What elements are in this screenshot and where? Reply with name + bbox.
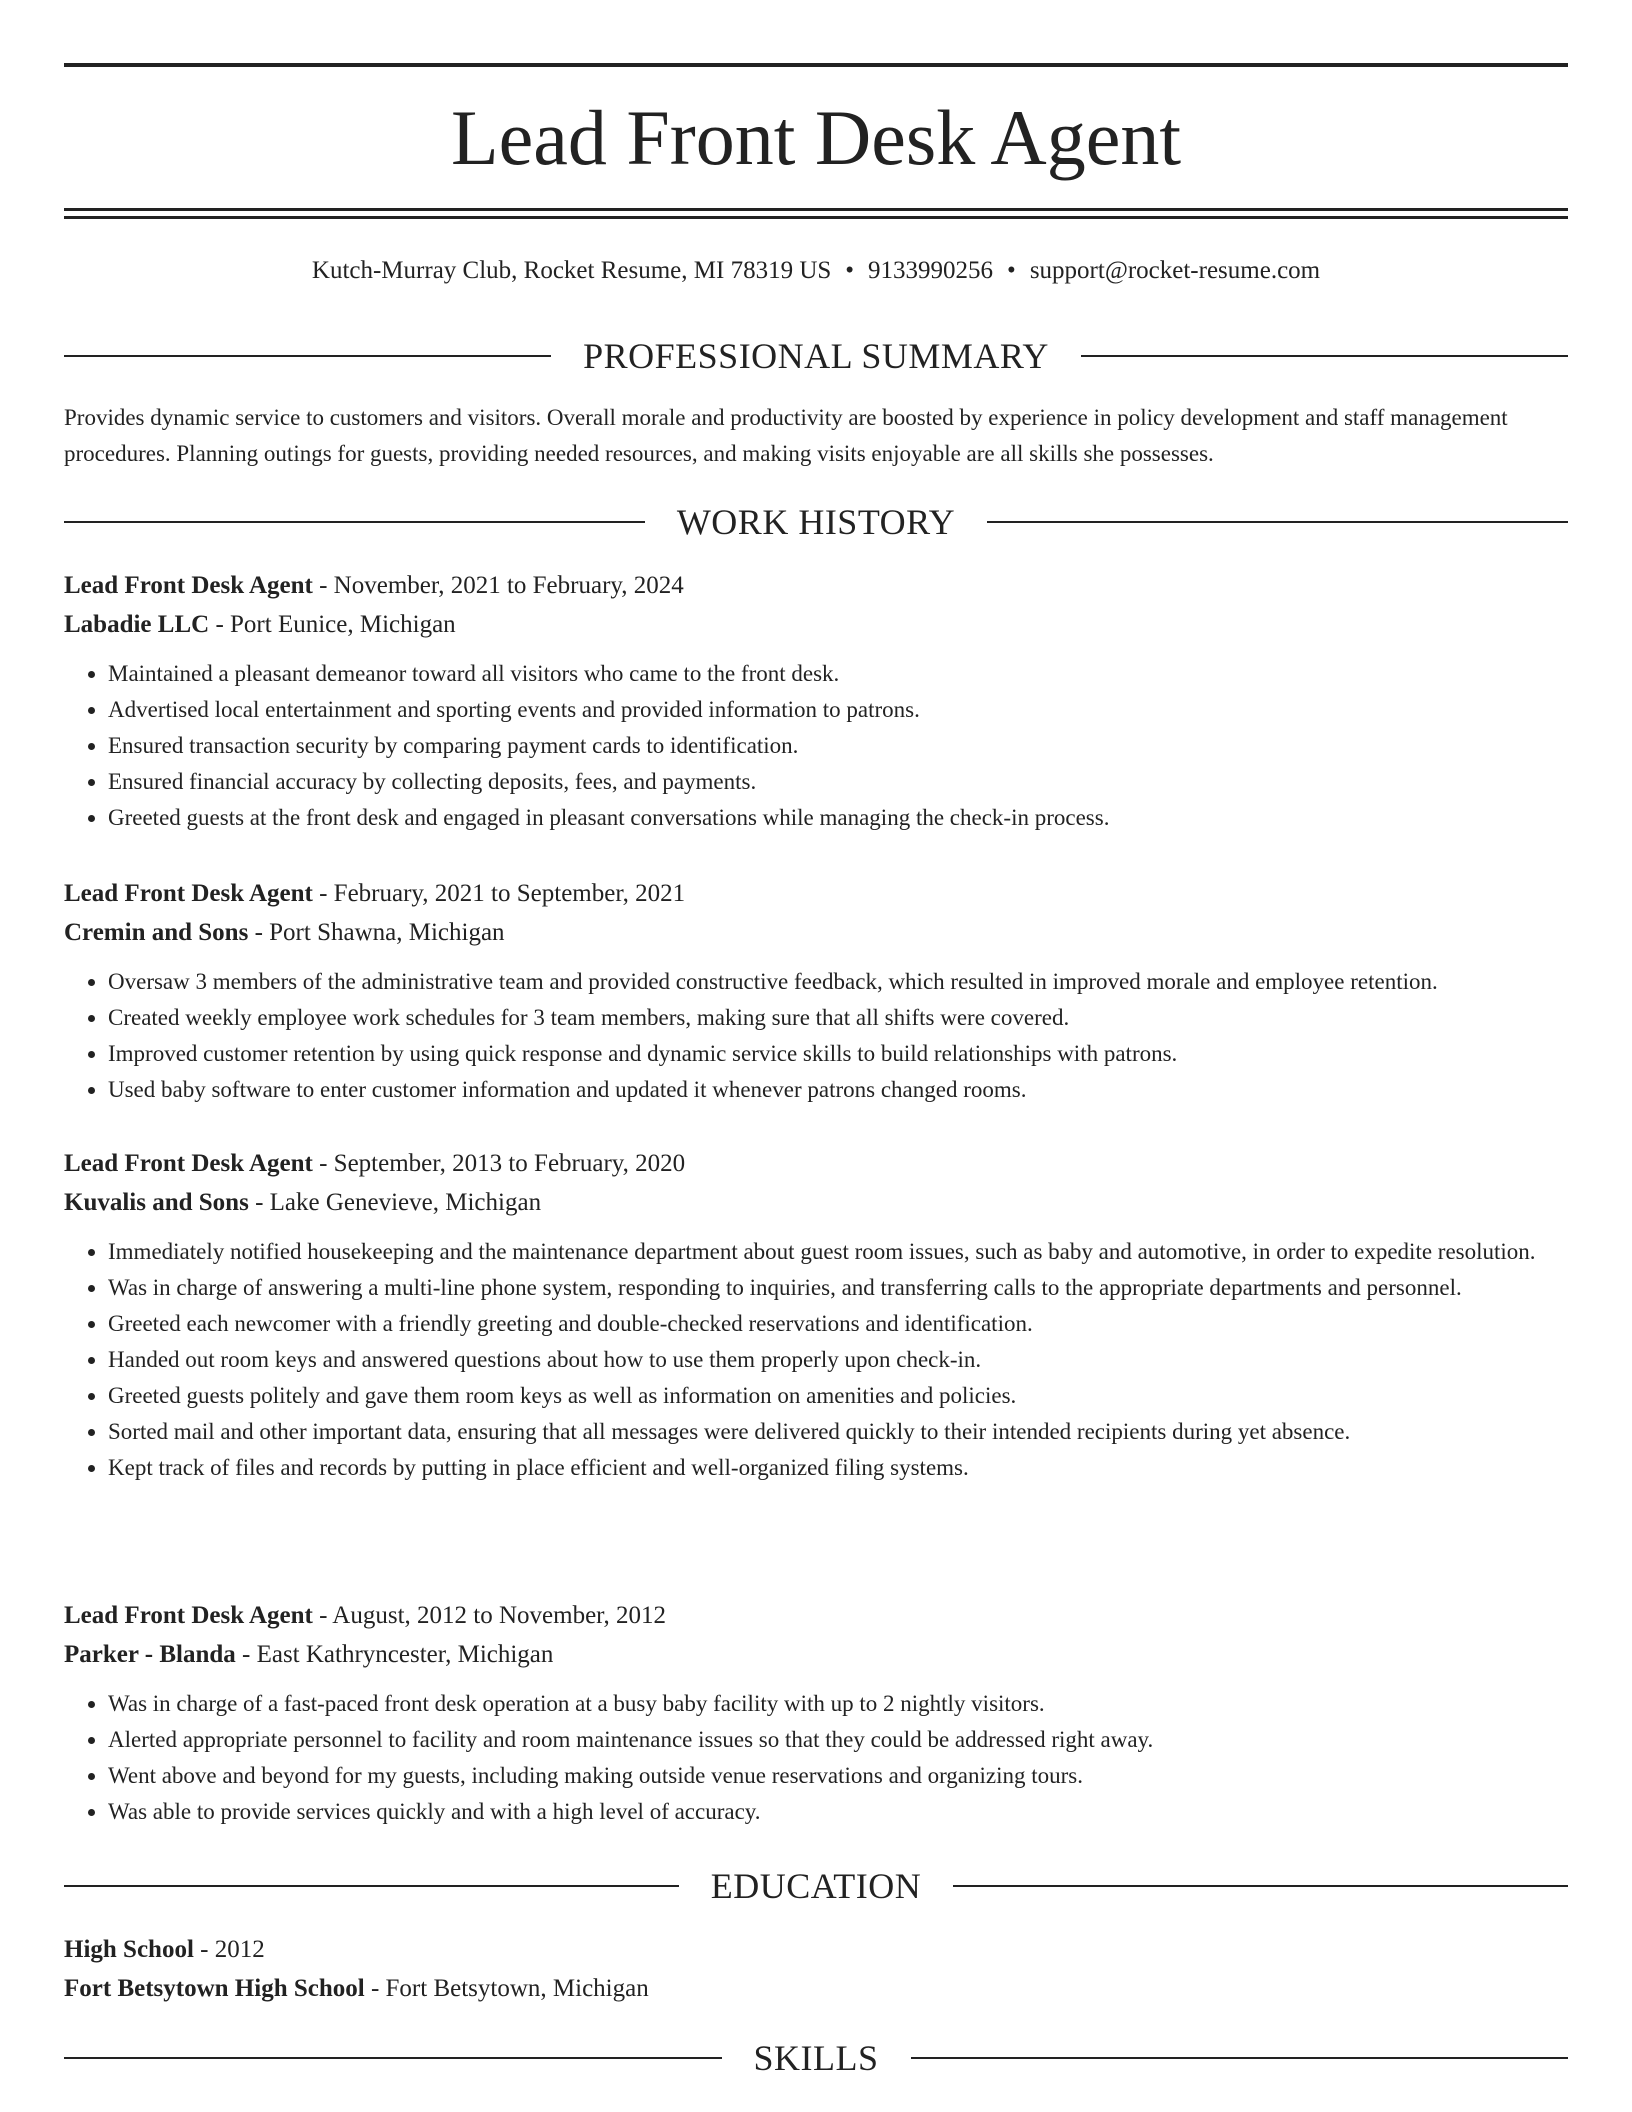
contact-address: Kutch-Murray Club, Rocket Resume, MI 78319 US <box>311 257 832 284</box>
list-item: • Ensured transaction security by comparing payment cards to identification. <box>108 728 1584 764</box>
contact-line <box>0 254 1632 288</box>
job-title: Lead Front Desk Agent <box>64 1150 313 1177</box>
list-item: • Ensured financial accuracy by collecting deposits, fees, and payments. <box>108 764 1584 800</box>
job-entry <box>64 874 1584 1108</box>
section-title-summary: PROFESSIONAL SUMMARY <box>583 336 1049 376</box>
education-school: Fort Betsytown High School <box>64 1975 365 2002</box>
job-title: Lead Front Desk Agent <box>64 880 313 907</box>
section-rule-left <box>64 355 551 357</box>
list-item: • Alerted appropriate personnel to facility and room maintenance issues so that they could be addressed right away. <box>108 1722 1584 1758</box>
job-company: Cremin and Sons <box>64 919 249 946</box>
section-rule-left <box>64 521 645 523</box>
list-item: • Used baby software to enter customer information and updated it whenever patrons changed rooms. <box>108 1072 1584 1108</box>
list-item: • Maintained a pleasant demeanor toward all visitors who came to the front desk. <box>108 656 1584 692</box>
section-title-education: EDUCATION <box>710 1866 922 1906</box>
job-company-line <box>64 1635 1584 1674</box>
job-location: - Lake Genevieve, Michigan <box>248 1189 542 1216</box>
education-entry <box>64 1930 1584 2008</box>
job-company: Labadie LLC <box>64 611 210 638</box>
job-entry <box>64 1596 1584 1830</box>
section-header-summary <box>64 334 1568 378</box>
job-location: - Port Eunice, Michigan <box>209 611 456 638</box>
section-rule-left <box>64 2057 722 2059</box>
contact-separator: • <box>1007 257 1016 284</box>
list-item: • Created weekly employee work schedules for 3 team members, making sure that all shifts were covered. <box>108 1000 1584 1036</box>
job-company-line <box>64 605 1584 644</box>
section-rule-right <box>1081 355 1568 357</box>
education-degree-line <box>64 1930 1584 1969</box>
list-item: • Greeted guests at the front desk and engaged in pleasant conversations while managing the check-in process. <box>108 800 1584 836</box>
list-item: • Improved customer retention by using quick response and dynamic service skills to build relationships with patrons. <box>108 1036 1584 1072</box>
job-location: - East Kathryncester, Michigan <box>235 1641 554 1668</box>
job-title-line <box>64 1144 1584 1183</box>
list-item: • Greeted guests politely and gave them room keys as well as information on amenities and policies. <box>108 1378 1584 1414</box>
list-item: • Advertised local entertainment and sporting events and provided information to patrons. <box>108 692 1584 728</box>
education-year: - 2012 <box>193 1936 265 1963</box>
education-degree: High School <box>64 1936 194 1963</box>
resume-title: Lead Front Desk Agent <box>450 94 1182 181</box>
list-item: • Was able to provide services quickly and with a high level of accuracy. <box>108 1794 1584 1830</box>
job-title: Lead Front Desk Agent <box>64 1602 313 1629</box>
job-dates: - February, 2021 to September, 2021 <box>312 880 686 907</box>
job-title-line <box>64 566 1584 605</box>
job-bullets <box>64 964 1584 1108</box>
list-item: • Sorted mail and other important data, ensuring that all messages were delivered quickly to their intended recipients during yet absence. <box>108 1414 1584 1450</box>
section-rule-left <box>64 1885 679 1887</box>
summary-text: Provides dynamic service to customers and visitors. Overall morale and productivity are boosted by experience in policy development and staff management procedures. Planning outings for guests, providing needed resources, and making visits enjoyable are all skills she possesses. <box>64 405 1508 466</box>
list-item: • Was in charge of answering a multi-line phone system, responding to inquiries, and transferring calls to the appropriate departments and personnel. <box>108 1270 1584 1306</box>
list-item: • Greeted each newcomer with a friendly greeting and double-checked reservations and identification. <box>108 1306 1584 1342</box>
job-bullets <box>64 656 1584 836</box>
job-company: Kuvalis and Sons <box>64 1189 249 1216</box>
job-company-line <box>64 913 1584 952</box>
title-rule-lower <box>64 216 1568 219</box>
list-item: • Went above and beyond for my guests, including making outside venue reservations and organizing tours. <box>108 1758 1584 1794</box>
contact-email: support@rocket-resume.com <box>1029 257 1321 284</box>
job-company: Parker - Blanda <box>64 1641 236 1668</box>
job-title: Lead Front Desk Agent <box>64 572 313 599</box>
job-title-line <box>64 874 1584 913</box>
job-dates: - September, 2013 to February, 2020 <box>312 1150 686 1177</box>
job-dates: - August, 2012 to November, 2012 <box>312 1602 666 1629</box>
section-rule-right <box>953 1885 1568 1887</box>
list-item: • Kept track of files and records by putting in place efficient and well-organized filing systems. <box>108 1450 1584 1486</box>
contact-separator: • <box>845 257 855 284</box>
list-item: • Immediately notified housekeeping and the maintenance department about guest room issues, such as baby and automotive, in order to expedite resolution. <box>108 1234 1584 1270</box>
section-title-skills: SKILLS <box>753 2038 879 2078</box>
job-title-line <box>64 1596 1584 1635</box>
job-entry <box>64 566 1584 836</box>
education-location: - Fort Betsytown, Michigan <box>364 1975 649 2002</box>
section-header-education <box>64 1864 1568 1908</box>
job-location: - Port Shawna, Michigan <box>248 919 505 946</box>
list-item: • Was in charge of a fast-paced front desk operation at a busy baby facility with up to 2 nightly visitors. <box>108 1686 1584 1722</box>
job-bullets <box>64 1686 1584 1830</box>
section-title-work-history: WORK HISTORY <box>676 502 956 542</box>
section-header-work-history <box>64 500 1568 544</box>
job-entry <box>64 1144 1584 1486</box>
list-item: • Oversaw 3 members of the administrative team and provided constructive feedback, which resulted in improved morale and employee retention. <box>108 964 1584 1000</box>
title-rule-upper <box>64 208 1568 211</box>
job-bullets <box>64 1234 1584 1486</box>
list-item: • Handed out room keys and answered questions about how to use them properly upon check-in. <box>108 1342 1584 1378</box>
section-rule-right <box>987 521 1568 523</box>
job-company-line <box>64 1183 1584 1222</box>
education-school-line <box>64 1969 1584 2008</box>
section-rule-right <box>911 2057 1569 2059</box>
job-dates: - November, 2021 to February, 2024 <box>312 572 684 599</box>
top-rule <box>64 63 1568 67</box>
section-header-skills <box>64 2036 1568 2080</box>
contact-phone: 9133990256 <box>868 257 994 284</box>
